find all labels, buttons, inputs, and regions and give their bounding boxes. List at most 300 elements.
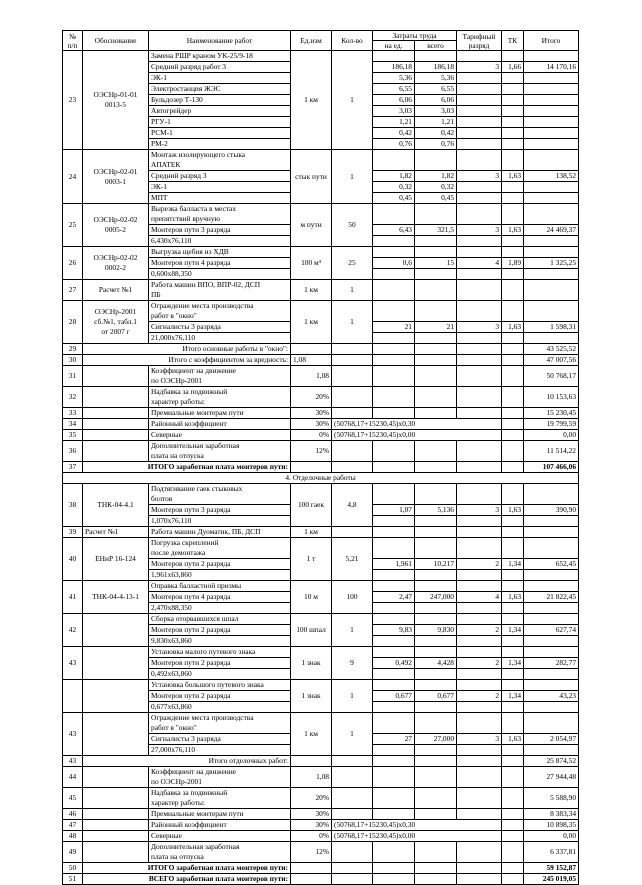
row-number: 40 <box>63 538 83 581</box>
empty-cell <box>373 344 415 355</box>
table-row <box>63 680 579 691</box>
estimate-sheet <box>62 30 578 885</box>
tk-cell <box>502 767 524 788</box>
tk-cell <box>502 139 524 150</box>
empty-cell <box>415 874 457 885</box>
sum-cell <box>524 128 579 139</box>
tk-cell <box>502 636 524 647</box>
empty-cell <box>332 842 373 863</box>
empty-cell <box>415 756 457 767</box>
sum-cell: 14 170,16 <box>524 62 579 73</box>
sum-cell: 21 822,45 <box>524 592 579 603</box>
row-number: 23 <box>63 51 83 150</box>
tariff-grade <box>457 117 502 128</box>
labor-per-unit: 1,07 <box>373 505 415 516</box>
empty-cell <box>332 874 373 885</box>
basis-cell <box>83 419 149 430</box>
summary-label: ИТОГО заработная плата монтеров пути: <box>83 863 291 874</box>
sum-cell: 138,52 <box>524 171 579 182</box>
labor-per-unit: 1,21 <box>373 117 415 128</box>
sum-cell: 0,00 <box>524 831 579 842</box>
table-header <box>63 31 579 51</box>
tk-cell <box>502 204 524 225</box>
sum-cell <box>524 745 579 756</box>
empty-cell <box>415 462 457 473</box>
labor-per-unit <box>373 516 415 527</box>
row-number: 49 <box>63 842 83 863</box>
labor-per-unit: 27 <box>373 734 415 745</box>
empty-cell <box>457 355 502 366</box>
header-labor: Затраты труда <box>373 31 457 41</box>
tk-cell <box>502 484 524 505</box>
row-number: 43 <box>63 647 83 680</box>
coefficient-formula: (50768,17+15230,45)x0,30 <box>332 820 502 831</box>
labor-per-unit <box>373 713 415 734</box>
tariff-grade <box>457 713 502 734</box>
header-num: № п/п <box>63 31 83 51</box>
basis-cell <box>83 680 149 713</box>
summary-row <box>63 756 579 767</box>
empty-cell <box>332 441 373 462</box>
labor-per-unit <box>373 333 415 344</box>
tk-cell: 1,63 <box>502 171 524 182</box>
tk-cell <box>502 831 524 842</box>
empty-cell <box>373 408 415 419</box>
basis-cell: ОЭСНр-02-02 0005-2 <box>83 204 149 247</box>
empty-cell <box>332 809 373 820</box>
empty-cell <box>373 355 415 366</box>
labor-total: 321,5 <box>415 225 457 236</box>
tk-cell <box>502 614 524 625</box>
labor-per-unit <box>373 204 415 225</box>
labor-per-unit: 0,45 <box>373 193 415 204</box>
empty-cell <box>457 387 502 408</box>
table-row <box>63 280 579 301</box>
tk-cell <box>502 280 524 301</box>
work-name: 6,430x76,110 <box>149 236 291 247</box>
basis-cell <box>83 842 149 863</box>
sum-cell <box>524 269 579 280</box>
basis-cell: ЕНиР 16-124 <box>83 538 149 581</box>
empty-cell <box>457 842 502 863</box>
labor-per-unit: 6,43 <box>373 225 415 236</box>
sum-cell: 15 230,45 <box>524 408 579 419</box>
row-number: 25 <box>63 204 83 247</box>
basis-cell <box>83 767 149 788</box>
labor-total <box>415 669 457 680</box>
work-name: Монтеров пути 4 разряда <box>149 258 291 269</box>
labor-total: 1,82 <box>415 171 457 182</box>
unit-cell: 100 м³ <box>291 247 332 280</box>
row-number: 48 <box>63 831 83 842</box>
table-row <box>63 51 579 62</box>
tk-cell: 1,89 <box>502 258 524 269</box>
row-number: 28 <box>63 301 83 344</box>
empty-cell <box>373 863 415 874</box>
sum-cell <box>524 570 579 581</box>
basis-cell <box>83 713 149 756</box>
work-name: 1,070x76,110 <box>149 516 291 527</box>
tk-cell <box>502 713 524 734</box>
tk-cell <box>502 441 524 462</box>
empty-cell <box>332 366 373 387</box>
labor-per-unit <box>373 680 415 691</box>
labor-per-unit <box>373 527 415 538</box>
labor-per-unit <box>373 269 415 280</box>
table-row <box>63 647 579 658</box>
empty-cell <box>457 366 502 387</box>
sum-cell: 1 598,31 <box>524 322 579 333</box>
sum-cell: 47 007,56 <box>524 355 579 366</box>
table-row <box>63 484 579 505</box>
basis-cell <box>83 788 149 809</box>
sum-cell <box>524 581 579 592</box>
work-name: ЭК-1 <box>149 182 291 193</box>
work-name: Монтеров пути 2 разряда <box>149 625 291 636</box>
labor-total <box>415 516 457 527</box>
tk-cell <box>502 788 524 809</box>
sum-cell: 59 152,87 <box>524 863 579 874</box>
empty-cell <box>415 441 457 462</box>
empty-cell <box>415 842 457 863</box>
empty-cell <box>415 344 457 355</box>
work-name: 9,830x63,860 <box>149 636 291 647</box>
tariff-grade <box>457 193 502 204</box>
sum-cell: 627,74 <box>524 625 579 636</box>
tk-cell <box>502 669 524 680</box>
empty-cell <box>457 344 502 355</box>
labor-per-unit <box>373 301 415 322</box>
empty-cell <box>332 767 373 788</box>
coefficient-value: 1,08 <box>291 366 332 387</box>
sum-cell: 652,45 <box>524 559 579 570</box>
empty-cell <box>415 355 457 366</box>
labor-per-unit: 0,677 <box>373 691 415 702</box>
empty-cell <box>373 842 415 863</box>
labor-total: 0,45 <box>415 193 457 204</box>
empty-cell <box>502 863 524 874</box>
coefficient-name: Районный коэффициент <box>149 820 291 831</box>
labor-total <box>415 581 457 592</box>
sum-cell <box>524 538 579 559</box>
tariff-grade <box>457 333 502 344</box>
basis-cell: ТНК-04-4-13-1 <box>83 581 149 614</box>
sum-cell <box>524 484 579 505</box>
empty-cell <box>457 441 502 462</box>
tariff-grade <box>457 680 502 691</box>
labor-per-unit: 6,06 <box>373 95 415 106</box>
labor-total <box>415 247 457 258</box>
coefficient-row <box>63 788 579 809</box>
empty-cell <box>332 756 373 767</box>
summary-label: Итого с коэффициентом за вредность: <box>83 355 291 366</box>
empty-cell <box>457 462 502 473</box>
basis-cell <box>83 408 149 419</box>
coefficient-row <box>63 831 579 842</box>
labor-total <box>415 713 457 734</box>
labor-total: 3,03 <box>415 106 457 117</box>
tk-cell: 1,63 <box>502 322 524 333</box>
work-name: Установка большого путевого знака <box>149 680 291 691</box>
unit-cell: 1 км <box>291 527 332 538</box>
labor-total <box>415 614 457 625</box>
tk-cell <box>502 820 524 831</box>
tk-cell <box>502 647 524 658</box>
section-title: 4. Отделочные работы <box>63 473 579 484</box>
unit-cell <box>291 863 332 874</box>
empty-cell <box>457 767 502 788</box>
empty-cell <box>502 355 524 366</box>
coefficient-name: Дополнительная заработная плата на отпуска <box>149 842 291 863</box>
qty-cell: 1 <box>332 280 373 301</box>
tk-cell <box>502 182 524 193</box>
empty-cell <box>415 767 457 788</box>
work-name: Средний разряд 3 <box>149 171 291 182</box>
sum-cell: 10 153,63 <box>524 387 579 408</box>
tk-cell <box>502 387 524 408</box>
labor-per-unit: 5,36 <box>373 73 415 84</box>
tariff-grade <box>457 669 502 680</box>
sum-cell <box>524 603 579 614</box>
basis-cell <box>83 430 149 441</box>
labor-total <box>415 333 457 344</box>
tariff-grade: 2 <box>457 658 502 669</box>
header-sum: Итого <box>524 31 579 51</box>
unit-cell: 1 км <box>291 280 332 301</box>
labor-total: 5,36 <box>415 73 457 84</box>
row-number: 46 <box>63 809 83 820</box>
tariff-grade <box>457 150 502 171</box>
unit-cell: 1 км <box>291 51 332 150</box>
coefficient-row <box>63 441 579 462</box>
basis-cell <box>83 831 149 842</box>
work-name: Автогрейдер <box>149 106 291 117</box>
labor-total: 0,32 <box>415 182 457 193</box>
sum-cell: 2 054,97 <box>524 734 579 745</box>
qty-cell: 1 <box>332 150 373 204</box>
tk-cell: 1,66 <box>502 62 524 73</box>
header-total: всего <box>415 41 457 51</box>
row-number <box>63 680 83 713</box>
work-name: МПТ <box>149 193 291 204</box>
tariff-grade: 3 <box>457 62 502 73</box>
row-number: 43 <box>63 713 83 756</box>
tk-cell <box>502 430 524 441</box>
tariff-grade: 4 <box>457 258 502 269</box>
tariff-grade <box>457 614 502 625</box>
tk-cell <box>502 193 524 204</box>
qty-cell: 5,21 <box>332 538 373 581</box>
coefficient-value: 0% <box>291 831 332 842</box>
tk-cell <box>502 842 524 863</box>
row-number: 44 <box>63 767 83 788</box>
tk-cell <box>502 680 524 691</box>
basis-cell <box>83 366 149 387</box>
tk-cell: 1,63 <box>502 592 524 603</box>
labor-total <box>415 301 457 322</box>
labor-per-unit <box>373 280 415 301</box>
tariff-grade <box>457 84 502 95</box>
qty-cell <box>332 527 373 538</box>
basis-cell: ОЭСНр-02-02 0002-2 <box>83 247 149 280</box>
basis-cell: Расчет №1 <box>83 527 149 538</box>
tk-cell <box>502 527 524 538</box>
empty-cell <box>502 756 524 767</box>
qty-cell: 1 <box>332 680 373 713</box>
header-unit: Ед.изм <box>291 31 332 51</box>
labor-total <box>415 647 457 658</box>
empty-cell <box>373 441 415 462</box>
labor-per-unit: 9,83 <box>373 625 415 636</box>
tk-cell <box>502 516 524 527</box>
labor-per-unit <box>373 702 415 713</box>
row-number: 32 <box>63 387 83 408</box>
labor-total: 10,217 <box>415 559 457 570</box>
tk-cell <box>502 117 524 128</box>
empty-cell <box>332 788 373 809</box>
basis-cell: ТНК-04-4.1 <box>83 484 149 527</box>
work-name: 27,000x76,110 <box>149 745 291 756</box>
row-number: 34 <box>63 419 83 430</box>
work-name: 21,000x76,110 <box>149 333 291 344</box>
tariff-grade <box>457 636 502 647</box>
sum-cell: 11 514,22 <box>524 441 579 462</box>
empty-cell <box>415 408 457 419</box>
summary-row <box>63 863 579 874</box>
work-name: Сигналисты 3 разряда <box>149 734 291 745</box>
work-name: Подтягивание гаек стыковых болтов <box>149 484 291 505</box>
row-number: 41 <box>63 581 83 614</box>
row-number: 51 <box>63 874 83 885</box>
sum-cell <box>524 301 579 322</box>
coefficient-name: Надбавка за подвижный характер работы: <box>149 788 291 809</box>
unit-cell: 100 гаек <box>291 484 332 527</box>
work-name: Сборка оторвавшихся шпал <box>149 614 291 625</box>
tariff-grade <box>457 247 502 258</box>
sum-cell: 19 799,59 <box>524 419 579 430</box>
basis-cell: ОЭСНр-02-01 0003-1 <box>83 150 149 204</box>
row-number: 26 <box>63 247 83 280</box>
tk-cell <box>502 333 524 344</box>
sum-cell <box>524 150 579 171</box>
labor-per-unit <box>373 538 415 559</box>
sum-cell <box>524 236 579 247</box>
tk-cell <box>502 408 524 419</box>
sum-cell <box>524 247 579 258</box>
basis-cell <box>83 809 149 820</box>
unit-cell: 1,08 <box>291 355 332 366</box>
labor-total: 0,42 <box>415 128 457 139</box>
labor-total: 6,55 <box>415 84 457 95</box>
tariff-grade <box>457 745 502 756</box>
table-row <box>63 247 579 258</box>
tariff-grade <box>457 106 502 117</box>
sum-cell <box>524 139 579 150</box>
work-name: Сигналисты 3 разряда <box>149 322 291 333</box>
tk-cell <box>502 128 524 139</box>
basis-cell <box>83 441 149 462</box>
labor-per-unit: 0,32 <box>373 182 415 193</box>
row-number: 27 <box>63 280 83 301</box>
sum-cell <box>524 204 579 225</box>
labor-total <box>415 603 457 614</box>
empty-cell <box>457 408 502 419</box>
sum-cell: 0,00 <box>524 430 579 441</box>
sum-cell <box>524 182 579 193</box>
row-number: 37 <box>63 462 83 473</box>
labor-total <box>415 269 457 280</box>
unit-cell <box>291 344 332 355</box>
coefficient-value: 20% <box>291 788 332 809</box>
tk-cell <box>502 366 524 387</box>
coefficient-value: 30% <box>291 408 332 419</box>
empty-cell <box>415 809 457 820</box>
summary-row <box>63 462 579 473</box>
basis-cell: ОЭСНр-01-01 0013-5 <box>83 51 149 150</box>
work-name: 1,961x63,860 <box>149 570 291 581</box>
coefficient-value: 30% <box>291 809 332 820</box>
labor-per-unit <box>373 636 415 647</box>
summary-row <box>63 874 579 885</box>
labor-per-unit <box>373 581 415 592</box>
work-name: Вырезка балласта в местах препятствий вручную <box>149 204 291 225</box>
empty-cell <box>373 767 415 788</box>
empty-cell <box>332 863 373 874</box>
sum-cell: 8 383,34 <box>524 809 579 820</box>
sum-cell <box>524 702 579 713</box>
work-name: 0,677x63,860 <box>149 702 291 713</box>
coefficient-row <box>63 419 579 430</box>
header-tk: ТК <box>502 31 524 51</box>
tk-cell <box>502 247 524 258</box>
empty-cell <box>332 344 373 355</box>
work-name: ЭК-1 <box>149 73 291 84</box>
labor-per-unit <box>373 745 415 756</box>
tk-cell <box>502 51 524 62</box>
tariff-grade <box>457 95 502 106</box>
row-number: 38 <box>63 484 83 527</box>
labor-per-unit: 0,42 <box>373 128 415 139</box>
header-qty: Кол-во <box>332 31 373 51</box>
qty-cell: 1 <box>332 713 373 756</box>
labor-per-unit <box>373 669 415 680</box>
coefficient-name: Коэффициент на движение по ОЭСНр-2001 <box>149 767 291 788</box>
labor-total <box>415 570 457 581</box>
empty-cell <box>373 756 415 767</box>
sum-cell: 27 944,48 <box>524 767 579 788</box>
work-name: Монтеров пути 2 разряда <box>149 559 291 570</box>
qty-cell: 9 <box>332 647 373 680</box>
row-number: 43 <box>63 756 83 767</box>
work-name: Погрузка скреплений после демонтажа <box>149 538 291 559</box>
work-name: Бульдозер Т-130 <box>149 95 291 106</box>
sum-cell: 390,90 <box>524 505 579 516</box>
basis-cell <box>83 820 149 831</box>
tariff-grade <box>457 538 502 559</box>
labor-total <box>415 51 457 62</box>
qty-cell: 1 <box>332 301 373 344</box>
empty-cell <box>332 355 373 366</box>
tariff-grade <box>457 204 502 225</box>
coefficient-value: 12% <box>291 441 332 462</box>
row-number: 31 <box>63 366 83 387</box>
work-name: Работа машин ВПО, ВПР-02, ДСП ПБ <box>149 280 291 301</box>
work-name: Монтеров пути 2 разряда <box>149 691 291 702</box>
tariff-grade <box>457 182 502 193</box>
row-number: 30 <box>63 355 83 366</box>
work-name: РГУ-1 <box>149 117 291 128</box>
labor-total: 4,428 <box>415 658 457 669</box>
